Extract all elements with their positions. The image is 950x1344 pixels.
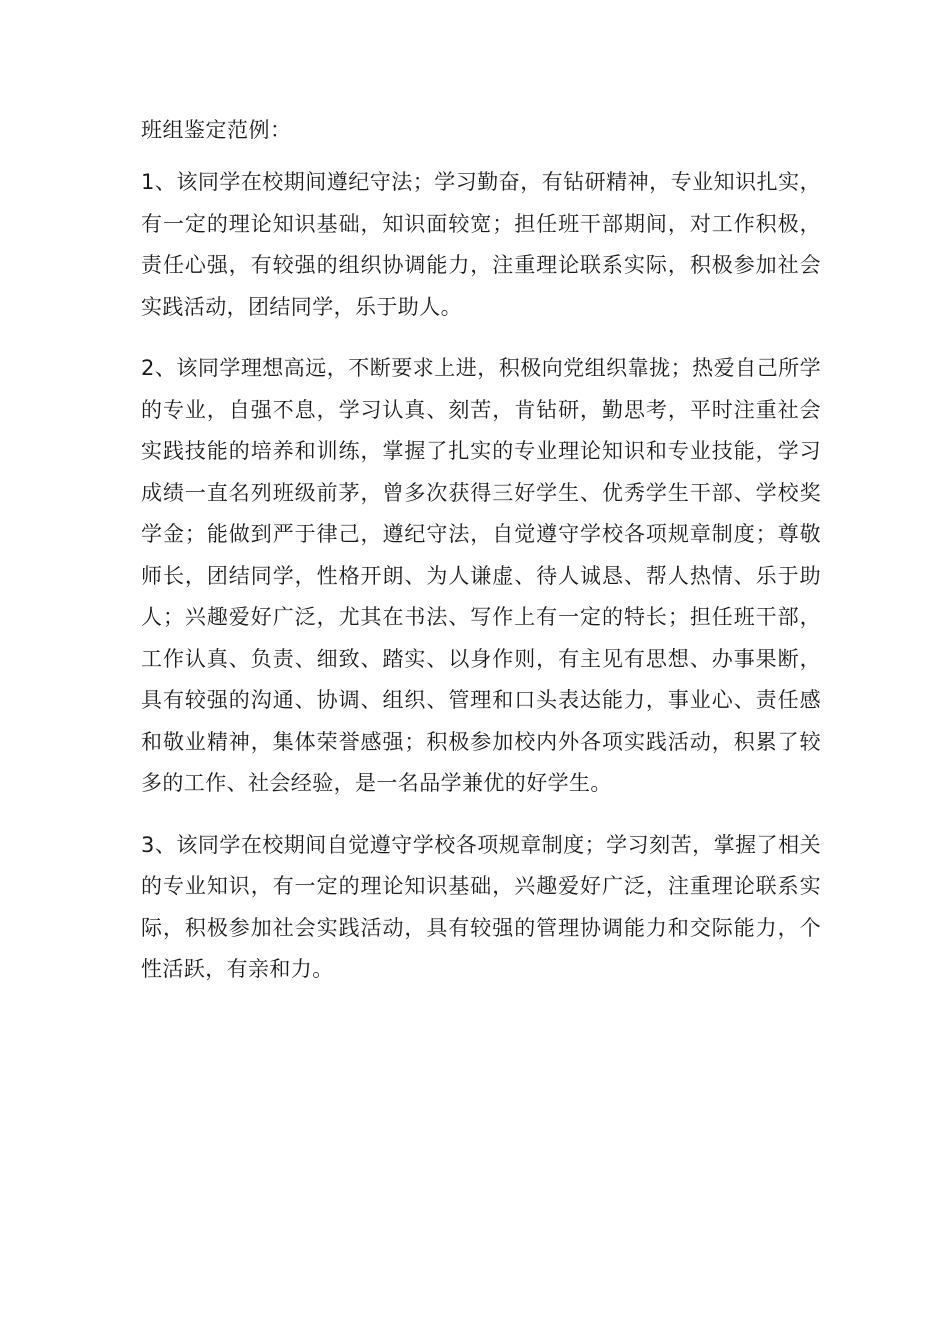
document-body — [141, 112, 821, 1011]
paragraph-1: 1、该同学在校期间遵纪守法；学习勤奋，有钻研精神，专业知识扎实，有一定的理论知识基础，知识面较宽；担任班干部期间，对工作积极，责任心强，有较强的组织协调能力，注重理论联系实际，积极参加社会实践活动，团结同学，乐于助人。 — [141, 170, 821, 319]
paragraph-3: 3、该同学在校期间自觉遵守学校各项规章制度；学习刻苦，掌握了相关的专业知识，有一定的理论知识基础，兴趣爱好广泛，注重理论联系实际，积极参加社会实践活动，具有较强的管理协调能力和交际能力，个性活跃，有亲和力。 — [141, 832, 821, 981]
paragraph-2: 2、该同学理想高远，不断要求上进，积极向党组织靠拢；热爱自己所学的专业，自强不息，学习认真、刻苦，肯钻研，勤思考，平时注重社会实践技能的培养和训练，掌握了扎实的专业理论知识和专业技能，学习成绩一直名列班级前茅，曾多次获得三好学生、优秀学生干部、学校奖学金；能做到严于律己，遵纪守法，自觉遵守学校各项规章制度；尊敬师长，团结同学，性格开朗、为人谦虚、待人诚恳、帮人热情、乐于助人；兴趣爱好广泛，尤其在书法、写作上有一定的特长；担任班干部，工作认真、负责、细致、踏实、以身作则，有主见有思想、办事果断，具有较强的沟通、协调、组织、管理和口头表达能力，事业心、责任感和敬业精神，集体荣誉感强；积极参加校内外各项实践活动，积累了较多的工作、社会经验，是一名品学兼优的好学生。 — [141, 356, 821, 795]
document-heading: 班组鉴定范例： — [141, 118, 292, 142]
